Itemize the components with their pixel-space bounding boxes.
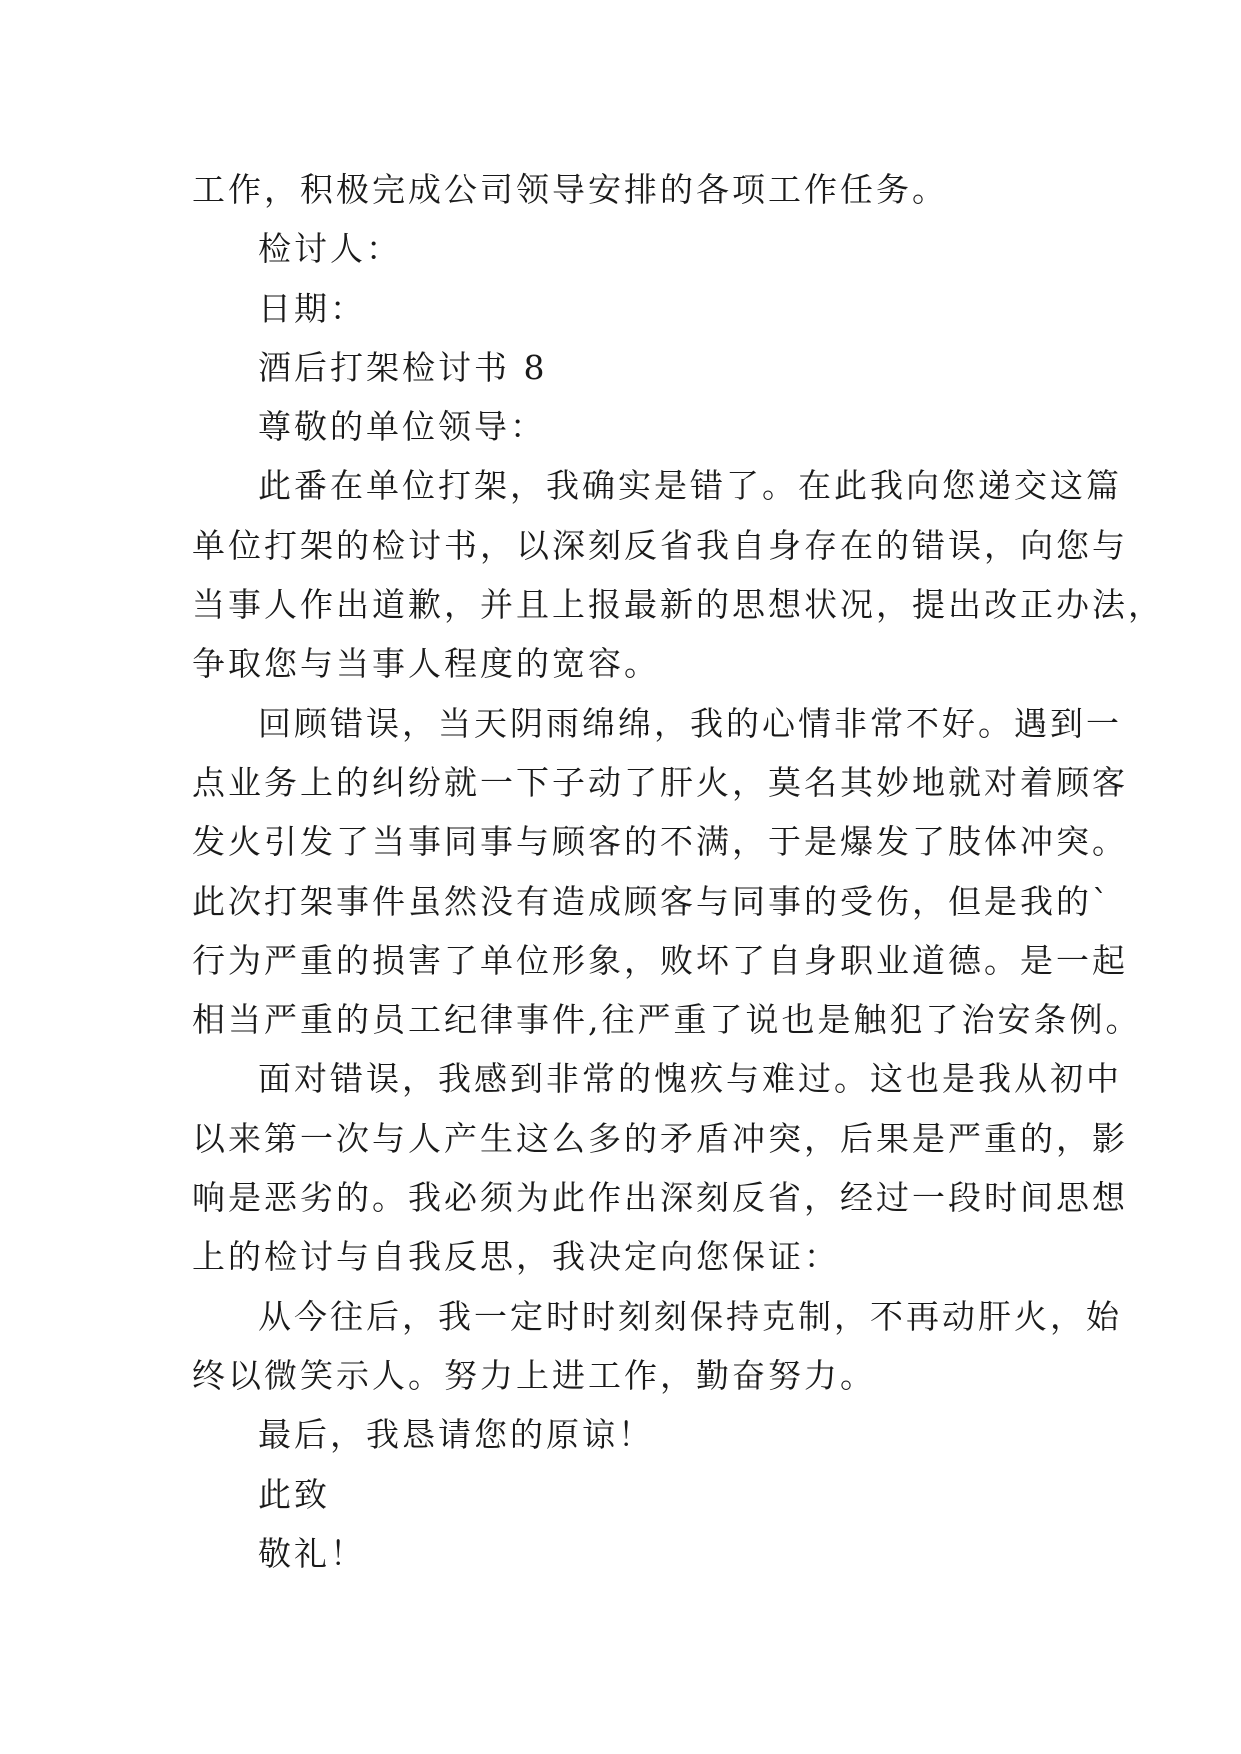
paragraph-line: 响是恶劣的。我必须为此作出深刻反省，经过一段时间思想 [192,1178,1128,1218]
salutation: 尊敬的单位领导： [258,407,546,447]
paragraph-line: 行为严重的损害了单位形象，败坏了自身职业道德。是一起 [192,940,1128,980]
paragraph-line: 当事人作出道歉，并且上报最新的思想状况，提出改正办法， [192,585,1164,625]
closing-salute: 敬礼！ [258,1533,366,1573]
date-label: 日期： [258,288,366,328]
paragraph-line: 争取您与当事人程度的宽容。 [192,644,660,684]
closing-request: 最后，我恳请您的原谅！ [258,1415,654,1455]
signature-label: 检讨人： [258,229,402,269]
document-body [192,160,1164,1583]
paragraph-line: 此番在单位打架，我确实是错了。在此我向您递交这篇 [258,466,1122,506]
section-title: 酒后打架检讨书 8 [258,347,548,387]
closing-phrase: 此致 [258,1474,330,1514]
paragraph-line: 从今往后，我一定时时刻刻保持克制，不再动肝火，始 [258,1296,1122,1336]
paragraph-line: 发火引发了当事同事与顾客的不满，于是爆发了肢体冲突。 [192,822,1128,862]
paragraph-line: 点业务上的纠纷就一下子动了肝火，莫名其妙地就对着顾客 [192,762,1128,802]
paragraph-line: 以来第一次与人产生这么多的矛盾冲突，后果是严重的，影 [192,1118,1128,1158]
paragraph-line: 此次打架事件虽然没有造成顾客与同事的受伤，但是我的` [192,881,1112,921]
paragraph-line: 上的检讨与自我反思，我决定向您保证： [192,1237,840,1277]
paragraph-line: 终以微笑示人。努力上进工作，勤奋努力。 [192,1355,876,1395]
paragraph-line: 回顾错误，当天阴雨绵绵，我的心情非常不好。遇到一 [258,703,1122,743]
paragraph-line: 单位打架的检讨书，以深刻反省我自身存在的错误，向您与 [192,525,1128,565]
paragraph-line: 相当严重的员工纪律事件,往严重了说也是触犯了治安条例。 [192,1000,1142,1040]
paragraph-line: 工作，积极完成公司领导安排的各项工作任务。 [192,170,948,209]
paragraph-line: 面对错误，我感到非常的愧疚与难过。这也是我从初中 [258,1059,1122,1099]
